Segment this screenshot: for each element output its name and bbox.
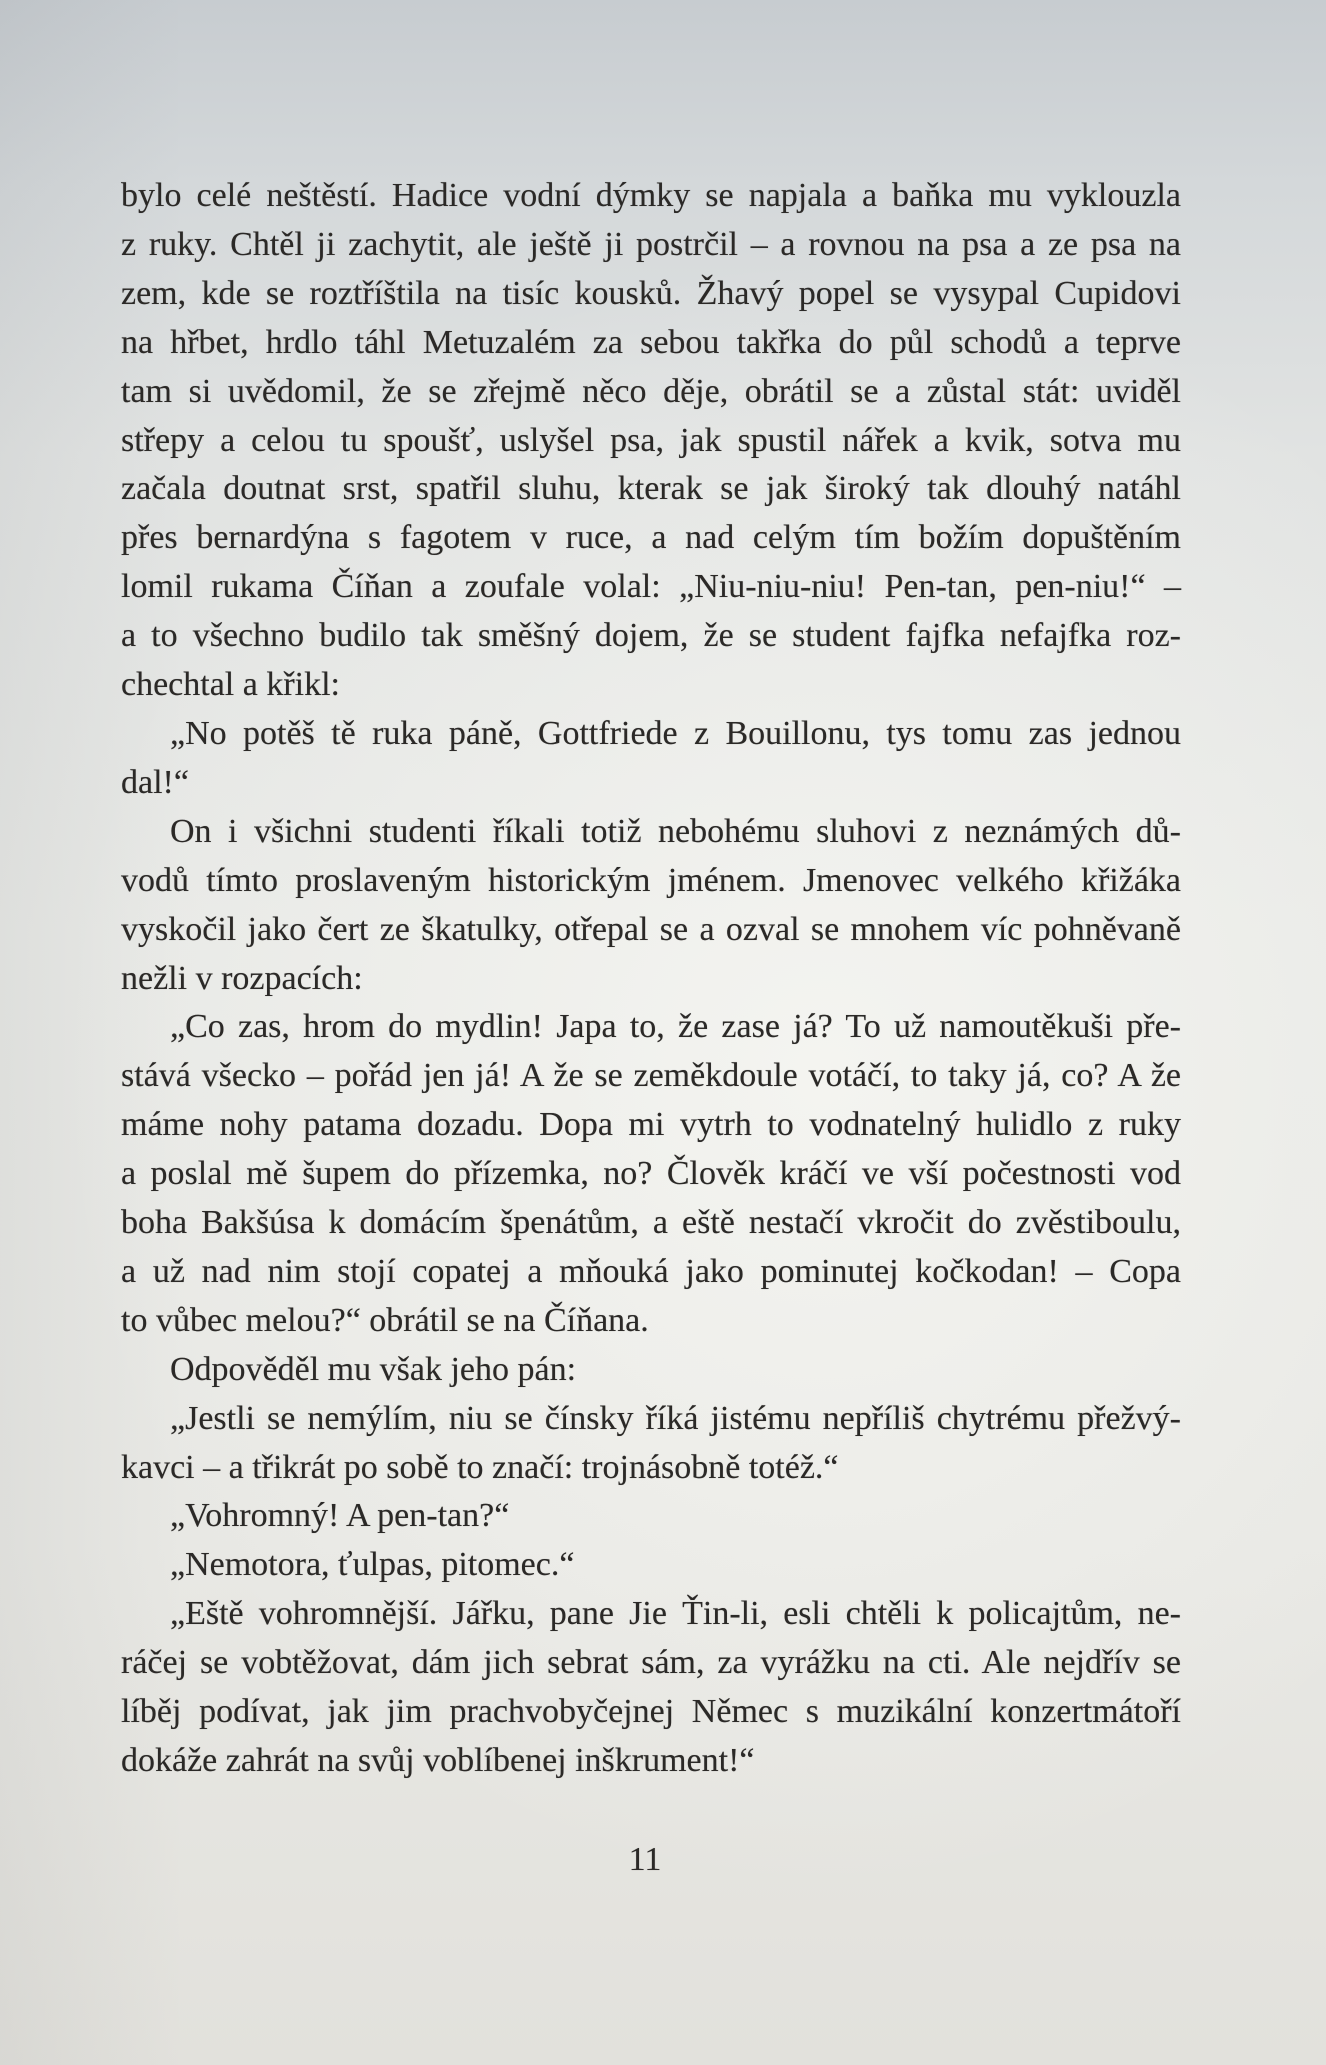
text-line: boha Bakšúsa k domácím špenátům, a eště nestačí vkročit do zvěstiboulu, <box>121 1204 1181 1242</box>
paragraph <box>121 1590 1181 1786</box>
body-text <box>121 172 1181 1786</box>
text-line: bylo celé neštěstí. Hadice vodní dýmky se napjala a baňka mu vyklouzla <box>121 177 1181 214</box>
text-line: a už nad nim stojí copatej a mňouká jako pominutej kočkodan! – Copa <box>121 1252 1181 1290</box>
paragraph <box>121 172 1181 710</box>
text-line: zem, kde se roztříštila na tisíc kousků. Žhavý popel se vysypal Cupidovi <box>121 274 1181 312</box>
text-line: „Vohromný! A pen-tan?“ <box>170 1497 510 1535</box>
text-line: na hřbet, hrdlo táhl Metuzalém za sebou takřka do půl schodů a teprve <box>121 323 1181 361</box>
paragraph <box>121 1346 1181 1395</box>
text-line: stává všecko – pořád jen já! A že se zeměkdoule votáčí, to taky já, co? A že <box>121 1057 1181 1095</box>
text-line: chechtal a křikl: <box>121 666 341 704</box>
text-line: začala doutnat srst, spatřil sluhu, kterak se jak široký tak dlouhý natáhl <box>121 470 1181 508</box>
text-line: lomil rukama Číňan a zoufale volal: „Niu-niu-niu! Pen-tan, pen-niu!“ – <box>121 568 1181 606</box>
text-line: nežli v rozpacích: <box>121 959 363 997</box>
paragraph <box>121 1492 1181 1541</box>
text-line: to vůbec melou?“ obrátil se na Číňana. <box>121 1301 649 1339</box>
text-line: líběj podívat, jak jim prachvobyčejnej Němec s muzikální konzertmátoří <box>121 1693 1181 1731</box>
text-line: On i všichni studenti říkali totiž nebohému sluhovi z neznámých dů- <box>170 812 1181 850</box>
text-line: vyskočil jako čert ze škatulky, otřepal se a ozval se mnohem víc pohněvaně <box>121 910 1181 948</box>
text-line: máme nohy patama dozadu. Dopa mi vytrh to vodnatelný hulidlo z ruky <box>121 1106 1181 1144</box>
text-line: ráčej se vobtěžovat, dám jich sebrat sám, za vyrážku na cti. Ale nejdřív se <box>121 1644 1181 1682</box>
text-line: tam si uvědomil, že se zřejmě něco děje, obrátil se a zůstal stát: uviděl <box>121 372 1181 410</box>
paragraph <box>121 808 1181 1004</box>
paragraph <box>121 710 1181 808</box>
text-line: „Eště vohromnější. Jářku, pane Jie Ťin-li, esli chtěli k policajtům, ne- <box>170 1595 1181 1633</box>
text-line: kavci – a třikrát po sobě to značí: trojnásobně totéž.“ <box>121 1448 839 1486</box>
text-line: střepy a celou tu spoušť, uslyšel psa, jak spustil nářek a kvik, sotva mu <box>121 421 1181 459</box>
paragraph <box>121 1395 1181 1493</box>
text-line: „No potěš tě ruka páně, Gottfriede z Bouillonu, tys tomu zas jednou <box>170 714 1181 752</box>
text-line: dal!“ <box>121 763 189 801</box>
page-number: 11 <box>628 1841 662 1878</box>
paragraph <box>121 1003 1181 1345</box>
paragraph <box>121 1541 1181 1590</box>
text-line: dokáže zahrát na svůj voblíbenej inškrument!“ <box>121 1742 755 1779</box>
text-line: přes bernardýna s fagotem v ruce, a nad celým tím božím dopuštěním <box>121 519 1181 557</box>
text-line: vodů tímto proslaveným historickým jménem. Jmenovec velkého křižáka <box>121 861 1181 899</box>
text-line: z ruky. Chtěl ji zachytit, ale ještě ji postrčil – a rovnou na psa a ze psa na <box>121 225 1181 263</box>
text-line: a poslal mě šupem do přízemka, no? Člověk kráčí ve vší počestnosti vod <box>121 1155 1181 1193</box>
text-line: „Co zas, hrom do mydlin! Japa to, že zase já? To už namoutěkuši pře- <box>170 1008 1181 1046</box>
text-line: „Jestli se nemýlím, niu se čínsky říká jistému nepříliš chytrému přežvý- <box>170 1399 1181 1437</box>
text-line: Odpověděl mu však jeho pán: <box>170 1350 577 1388</box>
text-line: „Nemotora, ťulpas, pitomec.“ <box>170 1546 575 1584</box>
text-line: a to všechno budilo tak směšný dojem, že se student fajfka nefajfka roz- <box>121 617 1181 655</box>
